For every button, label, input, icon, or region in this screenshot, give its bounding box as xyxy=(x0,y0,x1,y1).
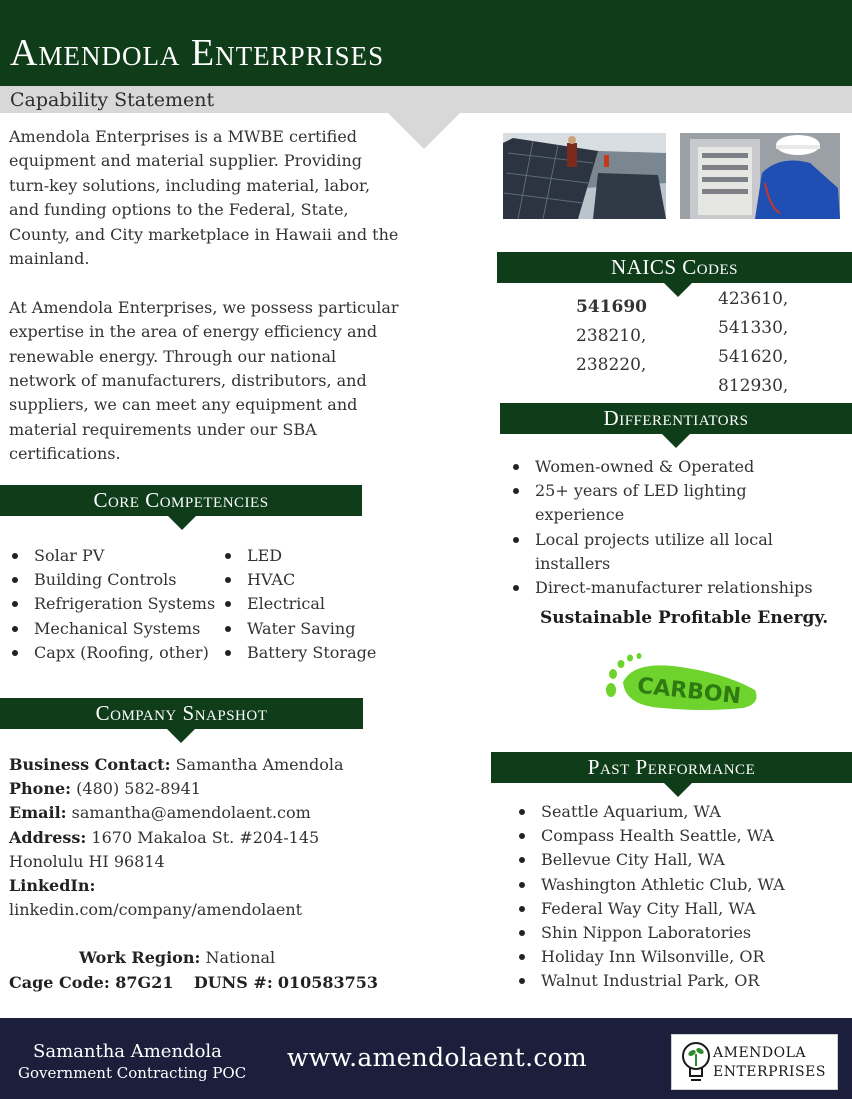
naics-code: 541620, xyxy=(718,347,789,367)
list-item: Bellevue City Hall, WA xyxy=(516,848,846,872)
phone-label: Phone: xyxy=(9,779,72,799)
address-line2: Honolulu HI 96814 xyxy=(9,851,165,871)
region-value: National xyxy=(205,948,276,968)
carbon-text: CARBON xyxy=(636,673,743,710)
intro-paragraph-2: At Amendola Enterprises, we possess particular expertise in the area of energy efficiency and renewable energy. Through our national network of manufacturers, distributors, and suppliers, we can meet any equipment and material requirements under our SBA certifications. xyxy=(9,297,399,464)
list-item: Compass Health Seattle, WA xyxy=(516,824,846,848)
footer-contact-role: Government Contracting POC xyxy=(18,1064,247,1082)
list-item: Electrical xyxy=(222,592,402,616)
company-title: Amendola Enterprises xyxy=(10,32,385,74)
address-value: 1670 Makaloa St. #204-145 xyxy=(91,827,320,847)
naics-right-column xyxy=(718,285,788,401)
email-value[interactable]: samantha@amendolaent.com xyxy=(71,803,311,823)
cage-code: Cage Code: 87G21 xyxy=(9,972,174,992)
footer-logo-line1: AMENDOLA xyxy=(713,1045,807,1061)
list-item: HVAC xyxy=(222,568,402,592)
past-performance-list xyxy=(516,800,846,994)
footer-logo xyxy=(671,1034,838,1090)
list-item: Refrigeration Systems xyxy=(9,592,224,616)
lightbulb-icon xyxy=(678,1038,714,1088)
naics-code: 541690 xyxy=(576,297,647,317)
duns-value: 010583753 xyxy=(277,972,379,992)
footer-website-link[interactable]: www.amendolaent.com xyxy=(287,1043,587,1072)
list-item: Washington Athletic Club, WA xyxy=(516,873,846,897)
list-item: Walnut Industrial Park, OR xyxy=(516,969,846,993)
past-performance-arrow xyxy=(664,783,692,797)
contact-label: Business Contact: xyxy=(9,755,171,774)
company-snapshot-heading: Company Snapshot xyxy=(0,698,363,729)
address-label: Address: xyxy=(9,827,87,847)
list-item: Building Controls xyxy=(9,568,224,592)
list-item: Capx (Roofing, other) xyxy=(9,641,224,665)
naics-heading: NAICS Codes xyxy=(497,252,852,283)
footer-contact-name: Samantha Amendola xyxy=(33,1041,222,1062)
page-subtitle: Capability Statement xyxy=(10,89,215,111)
contact-value: Samantha Amendola xyxy=(175,755,344,774)
solar-panel-image xyxy=(503,133,666,219)
differentiators-list xyxy=(510,455,840,600)
list-item: Holiday Inn Wilsonville, OR xyxy=(516,945,846,969)
core-competencies-left-list xyxy=(9,544,224,665)
electrician-image xyxy=(680,133,840,219)
list-item: Battery Storage xyxy=(222,641,402,665)
naics-code: 541330, xyxy=(718,318,789,338)
phone-value[interactable]: (480) 582-8941 xyxy=(76,779,201,799)
carbon-footprint-icon xyxy=(603,652,763,714)
tagline: Sustainable Profitable Energy. xyxy=(540,608,829,628)
list-item: Women-owned & Operated xyxy=(510,455,840,479)
list-item: Shin Nippon Laboratories xyxy=(516,921,846,945)
core-competencies-right-list xyxy=(222,544,402,665)
past-performance-heading: Past Performance xyxy=(491,752,852,783)
list-item: Seattle Aquarium, WA xyxy=(516,800,846,824)
list-item: Direct-manufacturer relationships xyxy=(510,576,840,600)
list-item: 25+ years of LED lighting experience xyxy=(510,479,840,527)
naics-arrow xyxy=(664,283,692,297)
carbon-footprint-logo xyxy=(603,652,763,714)
list-item: LED xyxy=(222,544,402,568)
intro-text xyxy=(9,125,404,491)
footer-logo-line2: ENTERPRISES xyxy=(713,1064,826,1080)
differentiators-arrow xyxy=(662,434,690,448)
naics-left-column xyxy=(576,293,647,380)
email-label: Email: xyxy=(9,803,67,823)
list-item: Local projects utilize all local installers xyxy=(510,528,840,576)
list-item: Federal Way City Hall, WA xyxy=(516,897,846,921)
differentiators-heading: Differentiators xyxy=(500,403,852,434)
linkedin-label: LinkedIn: xyxy=(9,876,96,896)
list-item: Water Saving xyxy=(222,617,402,641)
intro-paragraph-1: Amendola Enterprises is a MWBE certified equipment and material supplier. Providing turn-key solutions, including material, labor, and funding options to the Federal, State, County, and City marketplace in Hawaii and the mainland. xyxy=(9,127,399,269)
list-item: Mechanical Systems xyxy=(9,617,224,641)
region-label: Work Region: xyxy=(79,948,201,968)
company-snapshot xyxy=(9,753,389,995)
duns-label: DUNS #: xyxy=(193,972,273,992)
naics-code: 812930, xyxy=(718,376,789,396)
core-competencies-arrow xyxy=(168,516,196,530)
company-snapshot-arrow xyxy=(167,729,195,743)
naics-code: 238220, xyxy=(576,355,647,375)
naics-code: 238210, xyxy=(576,326,647,346)
list-item: Solar PV xyxy=(9,544,224,568)
solar-panel-photo xyxy=(503,133,666,219)
core-competencies-heading: Core Competencies xyxy=(0,485,362,516)
naics-code: 423610, xyxy=(718,289,789,309)
electrician-photo xyxy=(680,133,840,219)
linkedin-value[interactable]: linkedin.com/company/amendolaent xyxy=(9,900,303,920)
